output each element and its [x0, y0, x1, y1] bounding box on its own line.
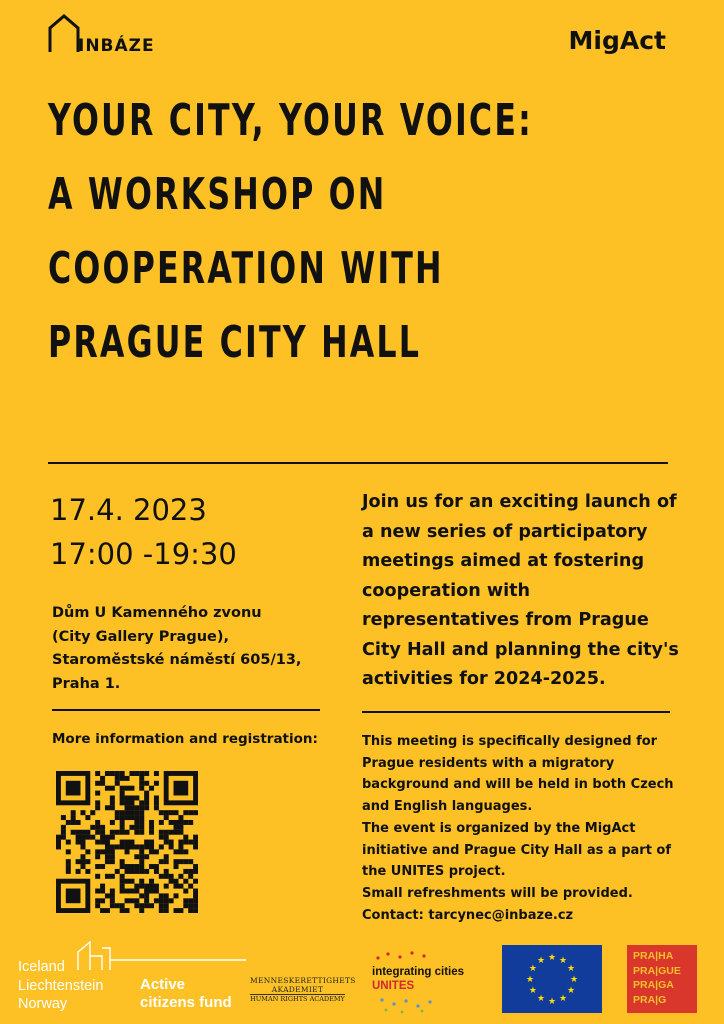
- divider: [48, 462, 668, 464]
- eu-star-icon: ★: [547, 953, 557, 963]
- eu-star-icon: ★: [525, 975, 535, 985]
- eu-star-icon: ★: [528, 964, 537, 974]
- event-datetime: [50, 488, 237, 576]
- title-line: COOPERATION WITH: [48, 243, 444, 294]
- eu-star-icon: ★: [567, 964, 576, 974]
- details-paragraph: This meeting is specifically designed for Prague residents with a migratory background and will be held in both Czech and English languages.: [362, 734, 674, 815]
- unites-logo: [372, 944, 492, 1014]
- eu-star-icon: ★: [536, 994, 546, 1005]
- praha-grid: PRA|HA PRA|GUE PRA|GA PRA|G: [633, 950, 681, 1006]
- venue-line: Praha 1.: [52, 675, 121, 692]
- contact-email[interactable]: Contact: tarcynec@inbaze.cz: [362, 907, 574, 923]
- active-citizens-fund: [140, 976, 232, 1012]
- registration-qr-code[interactable]: [56, 771, 198, 913]
- event-time: 17:00 -19:30: [50, 537, 237, 571]
- title-line: YOUR CITY, YOUR VOICE:: [48, 95, 533, 146]
- eu-star-icon: ★: [558, 994, 568, 1005]
- migact-logo: MigAct: [568, 26, 666, 55]
- eu-stars-icon: [502, 945, 602, 1013]
- eu-star-icon: ★: [567, 986, 576, 996]
- country-name: Liechtenstein: [18, 977, 104, 994]
- venue-line: Dům U Kamenného zvonu: [52, 605, 262, 621]
- registration-label: More information and registration:: [52, 731, 318, 747]
- venue-line: (City Gallery Prague),: [52, 628, 230, 645]
- hra-line: HUMAN RIGHTS ACADEMY: [250, 995, 345, 1003]
- country-name: Iceland: [18, 959, 65, 975]
- eea-countries: [18, 958, 103, 1014]
- eu-star-icon: ★: [558, 955, 568, 966]
- details-paragraph: Small refreshments will be provided.: [362, 885, 633, 901]
- acf-line: citizens fund: [140, 994, 232, 1011]
- page-title: [48, 84, 688, 380]
- event-date: 17.4. 2023: [50, 493, 207, 527]
- title-line: A WORKSHOP ON: [48, 169, 387, 220]
- intro-text: Join us for an exciting launch of a new series of participatory meetings aimed at fostering cooperation with representatives from Prague City Hall and planning the city's activities for 2024-2025.: [362, 492, 679, 689]
- eea-grants-logo: [18, 938, 248, 1014]
- inbaze-wordmark: INBÁZE: [78, 36, 155, 56]
- event-venue: [52, 602, 342, 696]
- eu-star-icon: ★: [536, 955, 546, 966]
- unites-line: integrating cities: [372, 966, 465, 978]
- event-details: [362, 731, 682, 926]
- divider: [362, 711, 670, 713]
- eu-star-icon: ★: [569, 975, 579, 985]
- unites-line: UNITES: [372, 980, 415, 992]
- divider: [52, 709, 320, 711]
- venue-line: Staroměstské náměstí 605/13,: [52, 652, 302, 668]
- house-icon: [48, 14, 82, 54]
- hra-line: MENNESKERETTIGHETS AKADEMIET: [250, 976, 356, 994]
- eu-star-icon: ★: [547, 997, 557, 1007]
- title-line: PRAGUE CITY HALL: [48, 317, 422, 368]
- dots-pattern-icon: [372, 944, 452, 1014]
- eu-flag: [502, 945, 602, 1013]
- country-name: Norway: [18, 996, 68, 1012]
- praha-logo: [627, 945, 697, 1013]
- inbaze-logo: [48, 14, 188, 56]
- acf-line: Active: [140, 976, 186, 993]
- details-paragraph: The event is organized by the MigAct initiative and Prague City Hall as a part of the UNITES project.: [362, 820, 672, 880]
- human-rights-academy-logo: [250, 976, 356, 1003]
- eu-star-icon: ★: [528, 986, 537, 996]
